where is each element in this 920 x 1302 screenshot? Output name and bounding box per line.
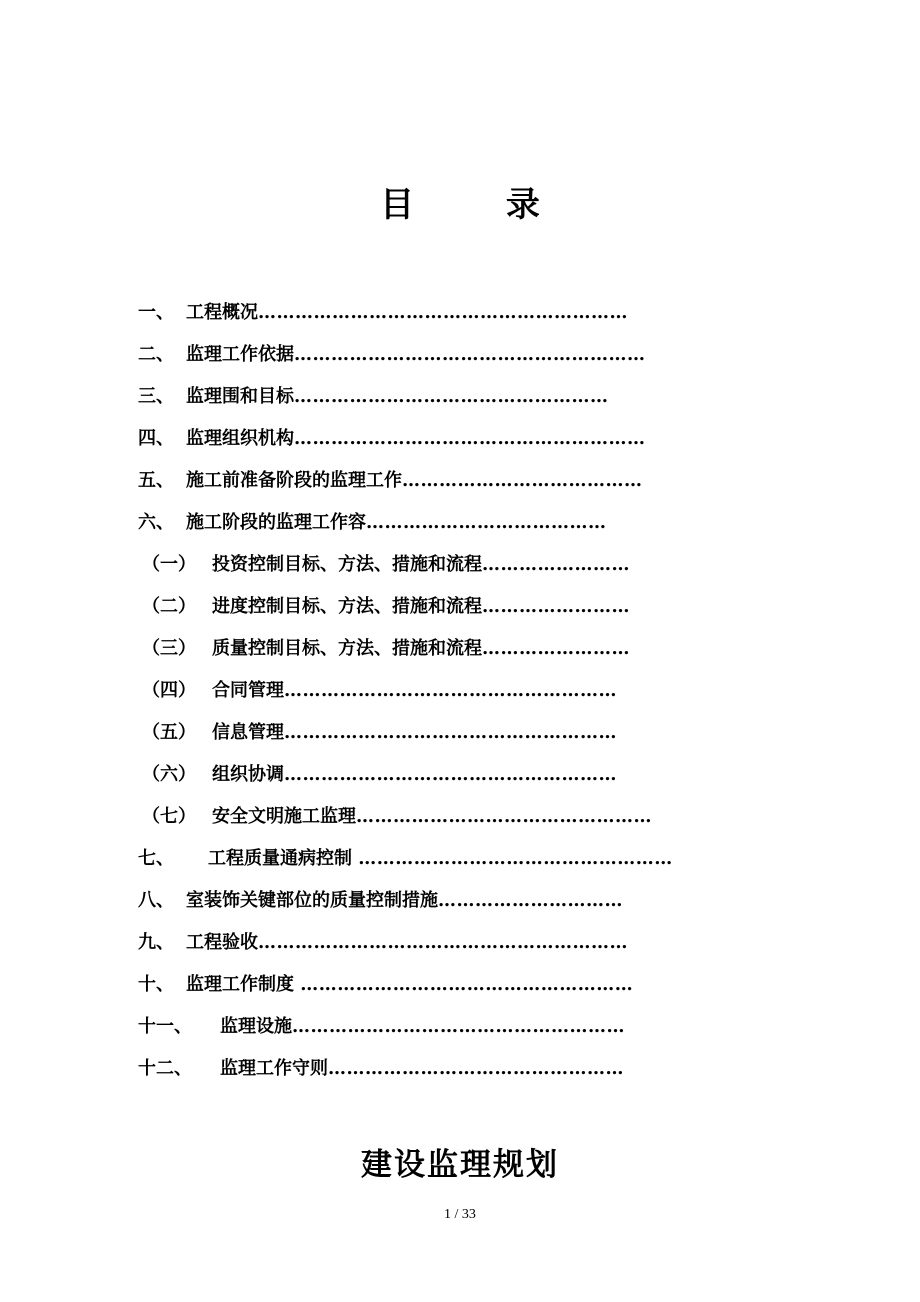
toc-entry-label: 监理工作守则 (220, 1058, 328, 1079)
toc-entry-5[interactable] (138, 466, 643, 496)
toc-subentry-2[interactable] (142, 592, 630, 622)
toc-entry-label: 工程质量通病控制 (208, 848, 359, 869)
toc-entry-label: 信息管理 (212, 722, 284, 743)
toc-leader-dots: ………………………………… (366, 512, 607, 533)
toc-leader-dots: …………………… (482, 638, 630, 659)
toc-entry-8[interactable] (138, 886, 623, 916)
toc-entry-6[interactable] (138, 508, 607, 538)
toc-entry-number: 九、 (138, 932, 174, 953)
toc-subentry-5[interactable] (142, 718, 617, 748)
toc-leader-dots: …………………………………………………… (258, 302, 628, 323)
toc-leader-dots: ………………………………………………… (294, 428, 646, 449)
toc-entry-number: （六） (142, 764, 196, 785)
toc-leader-dots: ……………………………………………… (284, 722, 617, 743)
toc-entry-label: 安全文明施工监理 (212, 806, 356, 827)
toc-entry-4[interactable] (138, 424, 646, 454)
document-title: 建设监理规划 (361, 1147, 559, 1183)
toc-entry-number: 五、 (138, 470, 174, 491)
toc-entry-number: 八、 (138, 890, 174, 911)
toc-leader-dots: ………………………………………… (356, 806, 652, 827)
toc-entry-10[interactable] (138, 970, 633, 1000)
toc-entry-9[interactable] (138, 928, 628, 958)
toc-entry-7[interactable] (138, 844, 673, 874)
toc-entry-label: 监理设施 (220, 1016, 292, 1037)
toc-entry-label: 监理围和目标 (186, 386, 294, 407)
toc-entry-number: 十、 (138, 974, 174, 995)
toc-entry-label: 监理工作依据 (186, 344, 294, 365)
toc-entry-label: 室装饰关键部位的质量控制措施 (186, 890, 438, 911)
toc-leader-dots: …………………… (482, 596, 630, 617)
toc-entry-label: 投资控制目标、方法、措施和流程 (212, 554, 482, 575)
toc-entry-label: 监理组织机构 (186, 428, 294, 449)
toc-title: 目 录 (380, 185, 580, 225)
toc-leader-dots: ………………………………… (402, 470, 643, 491)
toc-entry-label: 工程概况 (186, 302, 258, 323)
toc-subentry-3[interactable] (142, 634, 630, 664)
toc-entry-label: 组织协调 (212, 764, 284, 785)
toc-subentry-7[interactable] (142, 802, 652, 832)
toc-entry-label: 施工前准备阶段的监理工作 (186, 470, 402, 491)
toc-entry-number: 一、 (138, 302, 174, 323)
toc-leader-dots: ……………………………………………… (300, 974, 634, 995)
toc-entry-number: 六、 (138, 512, 174, 533)
toc-entry-number: （二） (142, 596, 196, 617)
toc-entry-number: （三） (142, 638, 196, 659)
toc-leader-dots: …………………………………………… (294, 386, 609, 407)
toc-entry-label: 工程验收 (186, 932, 258, 953)
toc-leader-dots: ……………………………………………… (284, 764, 617, 785)
toc-entry-label: 合同管理 (212, 680, 284, 701)
toc-entry-label: 进度控制目标、方法、措施和流程 (212, 596, 482, 617)
toc-entry-11[interactable] (138, 1012, 625, 1042)
toc-leader-dots: ……………………………………………… (284, 680, 617, 701)
toc-entry-1[interactable] (138, 298, 628, 328)
toc-entry-2[interactable] (138, 340, 646, 370)
toc-leader-dots: ……………………………………………… (292, 1016, 625, 1037)
toc-leader-dots: …………………………………………… (358, 848, 673, 869)
toc-entry-label: 施工阶段的监理工作容 (186, 512, 366, 533)
toc-entry-3[interactable] (138, 382, 609, 412)
toc-entry-12[interactable] (138, 1054, 624, 1084)
toc-entry-number: （五） (142, 722, 196, 743)
toc-leader-dots: …………………… (482, 554, 630, 575)
toc-entry-number: 四、 (138, 428, 174, 449)
toc-leader-dots: …………………………………………………… (258, 932, 628, 953)
toc-entry-label: 监理工作制度 (186, 974, 301, 995)
toc-subentry-4[interactable] (142, 676, 617, 706)
page-number: 1 / 33 (444, 1207, 476, 1222)
toc-entry-number: 二、 (138, 344, 174, 365)
toc-entry-number: 十一、 (138, 1016, 192, 1037)
toc-entry-number: 七、 (138, 848, 174, 869)
toc-subentry-1[interactable] (142, 550, 630, 580)
toc-entry-label: 质量控制目标、方法、措施和流程 (212, 638, 482, 659)
toc-entry-number: 十二、 (138, 1058, 192, 1079)
toc-entry-number: （四） (142, 680, 196, 701)
toc-subentry-6[interactable] (142, 760, 617, 790)
toc-entry-number: （一） (142, 554, 196, 575)
toc-leader-dots: ………………………… (438, 890, 623, 911)
toc-entry-number: （七） (142, 806, 196, 827)
toc-leader-dots: ………………………………………… (328, 1058, 624, 1079)
toc-leader-dots: ………………………………………………… (294, 344, 646, 365)
toc-entry-number: 三、 (138, 386, 174, 407)
